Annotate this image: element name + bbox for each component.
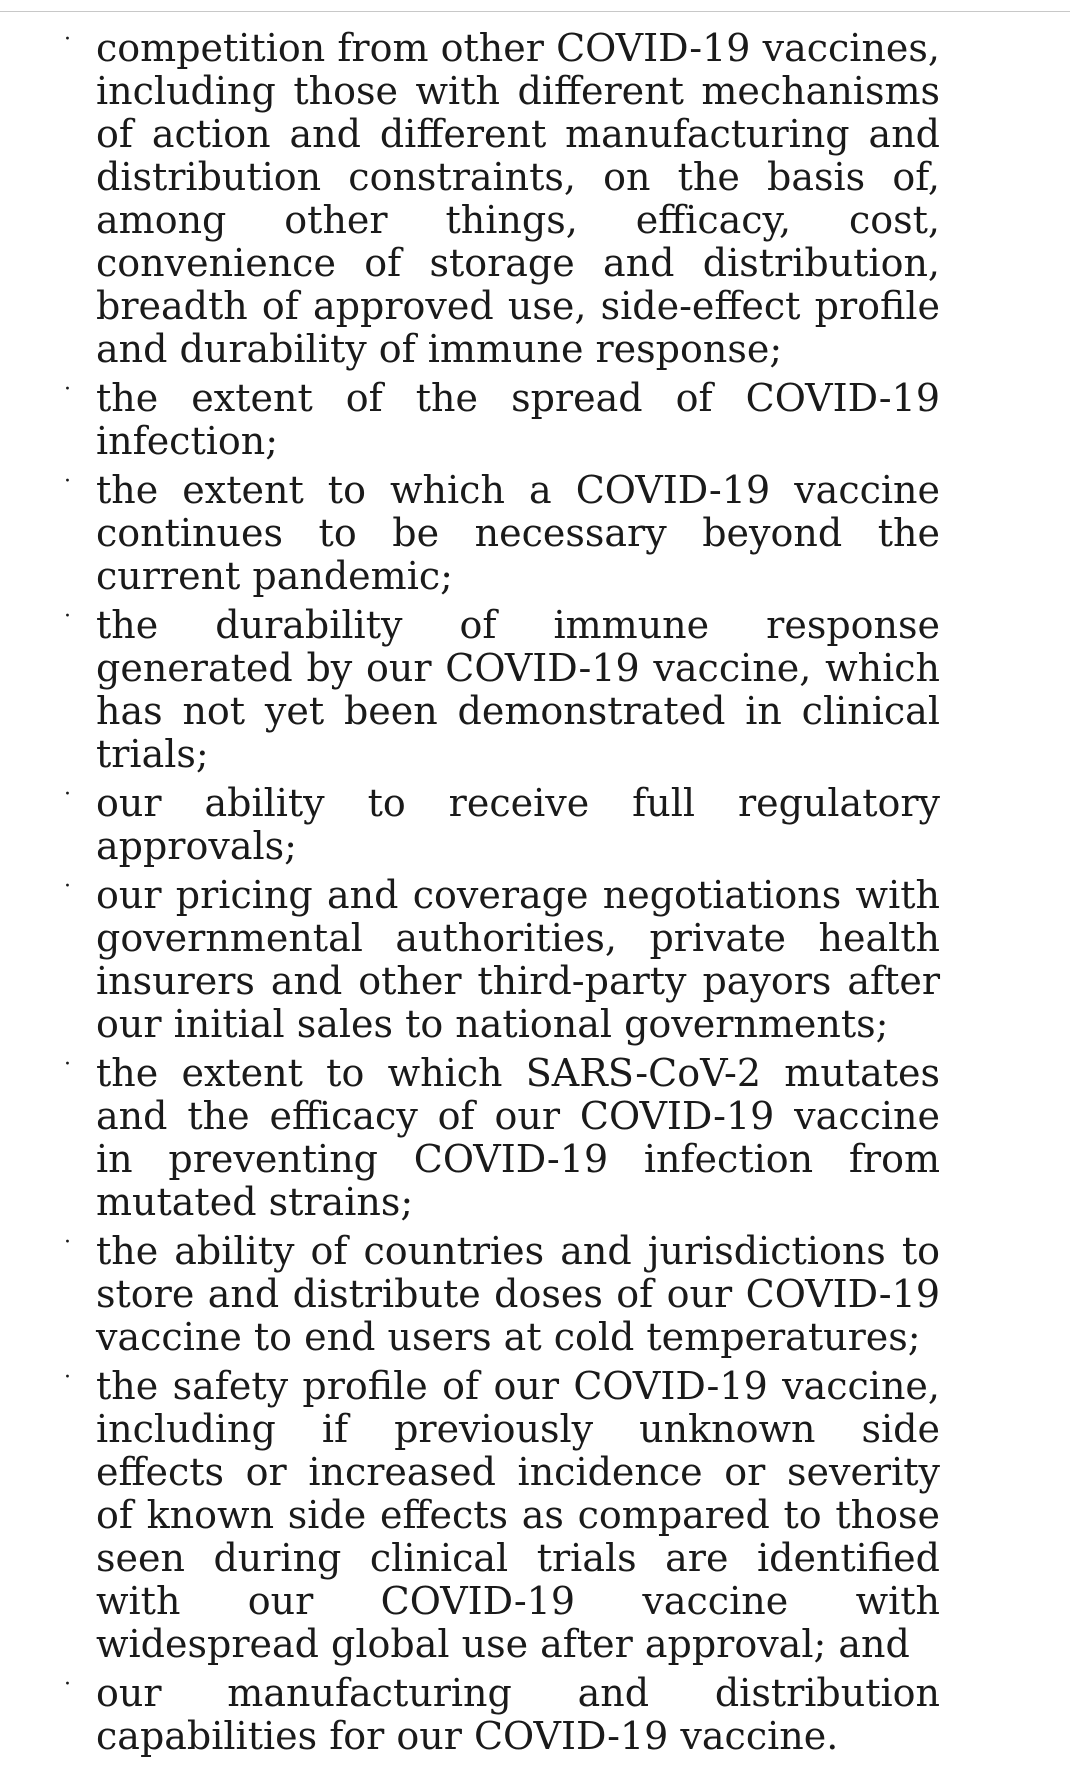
bullet-icon: · <box>64 377 71 402</box>
list-item <box>0 874 1070 1046</box>
bullet-icon: · <box>64 874 71 899</box>
list-item-text: our ability to receive full regulatory approvals; <box>96 781 940 868</box>
bullet-icon: · <box>64 1230 71 1255</box>
list-item <box>0 1365 1070 1666</box>
list-item <box>0 27 1070 371</box>
bullet-icon: · <box>64 604 71 629</box>
bullet-list <box>0 27 1070 1758</box>
list-item-text: competition from other COVID-19 vaccines, including those with different mechanisms of action and different manufacturing and distribution constraints, on the basis of, among other things, efficacy, cost, convenience of storage and distribution, breadth of approved use, side-effect profile and durability of immune response; <box>96 26 940 371</box>
bullet-icon: · <box>64 1052 71 1077</box>
list-item <box>0 604 1070 776</box>
list-item <box>0 1052 1070 1224</box>
list-item <box>0 782 1070 868</box>
bullet-icon: · <box>64 1672 71 1697</box>
list-item <box>0 377 1070 463</box>
bullet-icon: · <box>64 469 71 494</box>
top-divider <box>0 0 1070 12</box>
list-item-text: the extent of the spread of COVID-19 infection; <box>96 376 940 463</box>
list-item <box>0 1672 1070 1758</box>
document-body <box>0 27 1070 1764</box>
list-item-text: the durability of immune response generated by our COVID-19 vaccine, which has not yet been demonstrated in clinical trials; <box>96 603 940 776</box>
list-item-text: the extent to which SARS-CoV-2 mutates and the efficacy of our COVID-19 vaccine in preventing COVID-19 infection from mutated strains; <box>96 1051 940 1224</box>
list-item-text: our pricing and coverage negotiations with governmental authorities, private health insurers and other third-party payors after our initial sales to national governments; <box>96 873 940 1046</box>
bullet-icon: · <box>64 27 71 52</box>
list-item-text: the ability of countries and jurisdictions to store and distribute doses of our COVID-19 vaccine to end users at cold temperatures; <box>96 1229 940 1359</box>
list-item-text: our manufacturing and distribution capabilities for our COVID-19 vaccine. <box>96 1671 940 1758</box>
list-item-text: the safety profile of our COVID-19 vaccine, including if previously unknown side effects or increased incidence or severity of known side effects as compared to those seen during clinical trials are identified with our COVID-19 vaccine with widespread global use after approval; and <box>96 1364 940 1666</box>
list-item <box>0 1230 1070 1359</box>
bullet-icon: · <box>64 1365 71 1390</box>
list-item <box>0 469 1070 598</box>
bullet-icon: · <box>64 782 71 807</box>
list-item-text: the extent to which a COVID-19 vaccine continues to be necessary beyond the current pandemic; <box>96 468 940 598</box>
